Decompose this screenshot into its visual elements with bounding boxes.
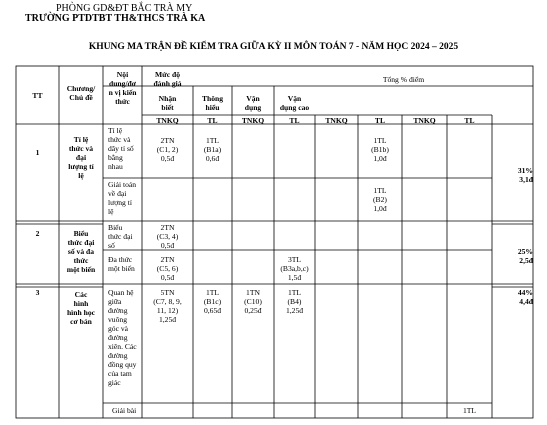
- type-tl-2: TL: [289, 116, 300, 125]
- school-name: TRƯỜNG PTDTBT TH&THCS TRÀ KA: [25, 13, 206, 24]
- total-2: 25% 2,5đ: [517, 247, 533, 265]
- header-total: Tổng % điểm: [382, 75, 425, 84]
- content-2a: Biểu thức đại số: [108, 223, 133, 250]
- header-tt: TT: [32, 91, 43, 100]
- cell-1b-tl3: 1TL (B2) 1,0đ: [373, 186, 387, 213]
- level-understanding: Thông hiểu: [201, 94, 224, 112]
- page-title: KHUNG MA TRẬN ĐỀ KIỂM TRA GIỮA KỲ II MÔN TOÁN 7 - NĂM HỌC 2024 – 2025: [88, 42, 459, 52]
- cell-2b-recognition: 2TN (C5, 6) 0,5đ: [156, 255, 179, 282]
- department-name: PHÒNG GD&ĐT BẮC TRÀ MY: [56, 3, 193, 14]
- cell-2a-recognition: 2TN (C3, 4) 0,5đ: [156, 223, 179, 250]
- cell-1a-understanding: 1TL (B1a) 0,6đ: [203, 136, 222, 163]
- chapter-1: Tỉ lệ thức và đại lượng tỉ lệ: [68, 135, 94, 180]
- type-tnkq-1: TNKQ: [156, 116, 179, 125]
- content-3a: Quan hệ giữa đường vuông góc và đường xiên. Các đường đồng quy của tam giác: [108, 288, 137, 387]
- total-3: 44% 4,4đ: [517, 288, 533, 306]
- header-level: Mức độ đánh giá: [153, 70, 182, 88]
- header-chapter: Chương/ Chủ đề: [66, 84, 96, 102]
- level-application: Vận dụng: [244, 94, 262, 112]
- cell-3a-recognition: 5TN (C7, 8, 9, 11, 12) 1,25đ: [153, 288, 182, 324]
- row-tt-3: 3: [35, 288, 40, 297]
- type-tnkq-4: TNKQ: [413, 116, 436, 125]
- total-1: 31% 3,1đ: [517, 166, 533, 184]
- chapter-2: Biểu thức đại số và đa thức một biến: [66, 229, 96, 274]
- cell-1a-recognition: 2TN (C1, 2) 0,5đ: [156, 136, 179, 163]
- cell-3a-understanding: 1TL (B1c) 0,65đ: [203, 288, 222, 315]
- cell-3b-tl4: 1TL: [462, 406, 477, 415]
- row-tt-1: 1: [35, 148, 40, 157]
- type-tl-3: TL: [374, 116, 386, 125]
- content-3b: Giải bài: [112, 406, 137, 415]
- level-high-application: Vận dụng cao: [279, 94, 310, 112]
- cell-3a-application: 1TN (C10) 0,25đ: [244, 288, 262, 315]
- chapter-3: Các hình hình học cơ bản: [66, 290, 96, 326]
- cell-1a-tl3: 1TL (B1b) 1,0đ: [371, 136, 389, 163]
- level-recognition: Nhận biết: [158, 94, 177, 112]
- type-tnkq-3: TNKQ: [325, 116, 348, 125]
- row-tt-2: 2: [35, 229, 40, 238]
- type-tl-4: TL: [464, 116, 475, 125]
- cell-2b-high-application: 3TL (B3a,b,c) 1,5đ: [280, 255, 309, 282]
- cell-3a-high-application: 1TL (B4) 1,25đ: [285, 288, 304, 315]
- content-2b: Đa thức một biến: [108, 255, 135, 273]
- content-1b: Giải toán về đại lượng tỉ lệ: [108, 180, 137, 216]
- type-tl-1: TL: [207, 116, 218, 125]
- content-1a: Tỉ lệ thức và dãy tỉ số bằng nhau: [108, 126, 134, 171]
- header-content: Nội dung/đơ n vị kiến thức: [108, 70, 137, 106]
- type-tnkq-2: TNKQ: [241, 116, 265, 125]
